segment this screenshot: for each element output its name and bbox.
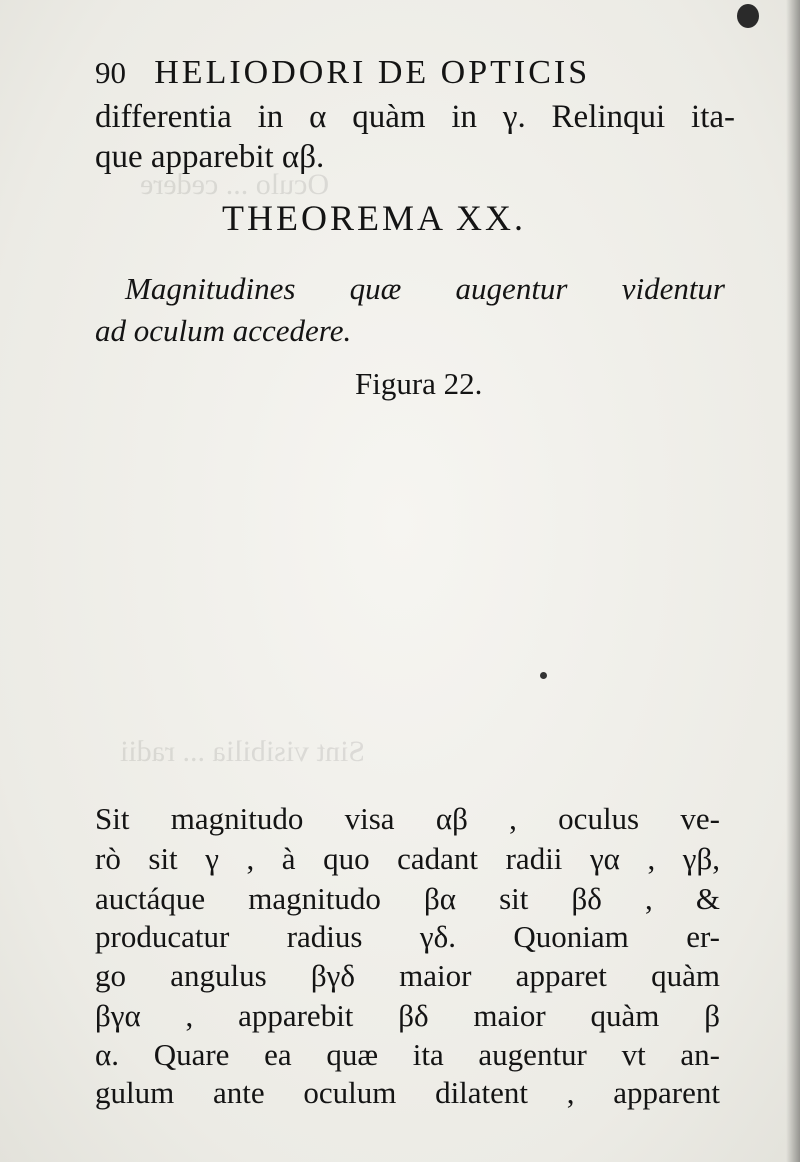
text-line: differentia in α quàm in γ. Relinqui ita- (95, 99, 735, 135)
proposition-line: ad oculum accedere. (95, 313, 352, 348)
ink-speck (540, 672, 547, 679)
running-title: HELIODORI DE OPTICIS (154, 54, 591, 91)
page-edge-shadow (786, 0, 800, 1162)
figure-label: Figura 22. (355, 366, 483, 401)
proposition-line: Magnitudines quæ augentur videntur (125, 271, 725, 306)
body-line: auctáque magnitudo βα sit βδ , & (95, 881, 720, 916)
body-line: Sit magnitudo visa αβ , oculus ve- (95, 801, 720, 836)
body-line: rò sit γ , à quo cadant radii γα , γβ, (95, 841, 720, 876)
running-head (95, 56, 655, 90)
theorem-heading: THEOREMA XX. (222, 198, 526, 238)
page-number: 90 (95, 55, 126, 90)
body-line: gulum ante oculum dilatent , apparent (95, 1075, 720, 1110)
bleed-through-text: Sint visibilia ... radii (120, 735, 365, 768)
text-line: que apparebit αβ. (95, 139, 325, 175)
body-line: go angulus βγδ maior apparet quàm (95, 958, 720, 993)
bleed-through-text: Oculo ... cedere (140, 168, 330, 201)
body-line: producatur radius γδ. Quoniam er- (95, 919, 720, 954)
body-line: α. Quare ea quæ ita augentur vt an- (95, 1037, 720, 1072)
body-line: βγα , apparebit βδ maior quàm β (95, 998, 720, 1033)
ink-blot (737, 4, 759, 28)
